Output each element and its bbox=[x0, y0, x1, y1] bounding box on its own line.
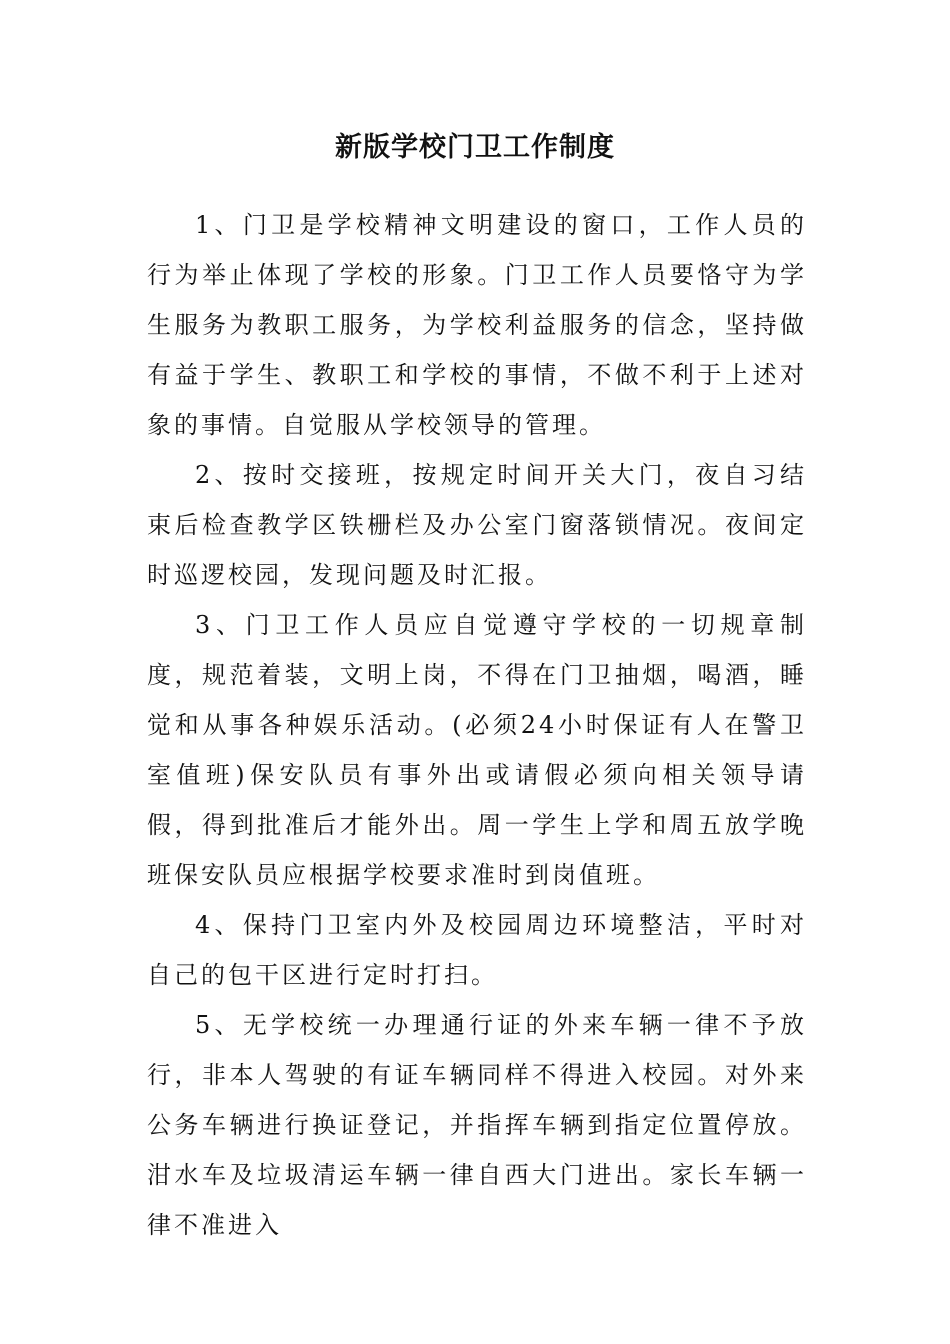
paragraph-5: 5、无学校统一办理通行证的外来车辆一律不予放行，非本人驾驶的有证车辆同样不得进入校园。对外来公务车辆进行换证登记，并指挥车辆到指定位置停放。泔水车及垃圾清运车辆一律自西大门进出。家长车辆一律不准进入 bbox=[147, 1011, 807, 1239]
document-body bbox=[147, 200, 807, 1250]
paragraph-2: 2、按时交接班，按规定时间开关大门，夜自习结束后检查教学区铁栅栏及办公室门窗落锁情况。夜间定时巡逻校园，发现问题及时汇报。 bbox=[147, 461, 807, 589]
document-title: 新版学校门卫工作制度 bbox=[335, 132, 615, 163]
paragraph-3: 3、门卫工作人员应自觉遵守学校的一切规章制度，规范着装，文明上岗，不得在门卫抽烟，喝酒，睡觉和从事各种娱乐活动。(必须24小时保证有人在警卫室值班)保安队员有事外出或请假必须向相关领导请假，得到批准后才能外出。周一学生上学和周五放学晚班保安队员应根据学校要求准时到岗值班。 bbox=[147, 611, 807, 889]
paragraph-4: 4、保持门卫室内外及校园周边环境整洁，平时对自己的包干区进行定时打扫。 bbox=[147, 911, 807, 989]
paragraph-1: 1、门卫是学校精神文明建设的窗口，工作人员的行为举止体现了学校的形象。门卫工作人员要恪守为学生服务为教职工服务，为学校利益服务的信念，坚持做有益于学生、教职工和学校的事情，不做不利于上述对象的事情。自觉服从学校领导的管理。 bbox=[147, 211, 807, 439]
